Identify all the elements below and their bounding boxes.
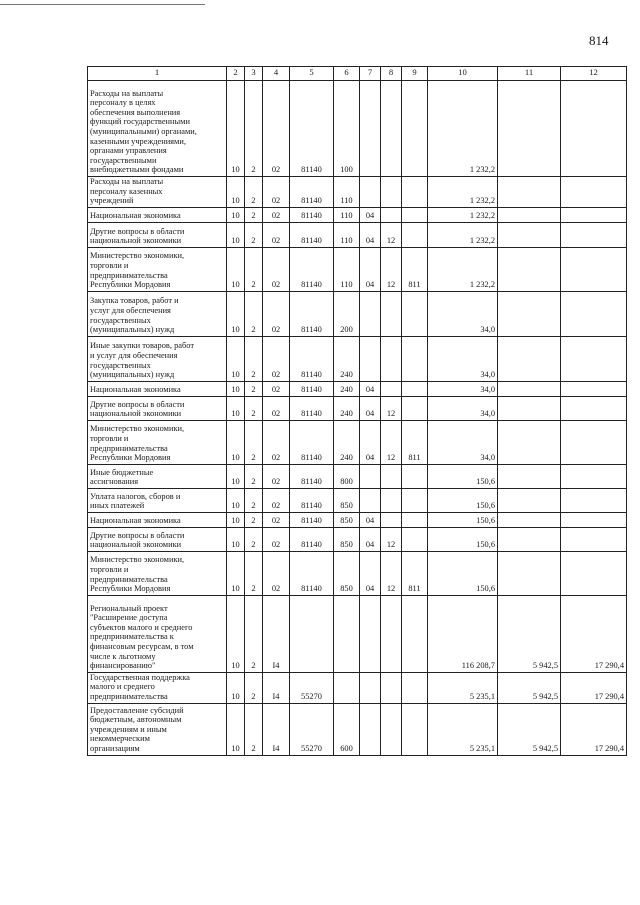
table-row <box>88 291 627 336</box>
value-cell: 10 <box>227 81 245 177</box>
row-name-cell: Государственная поддержка малого и среднего предпринимательства <box>88 672 227 703</box>
value-cell: 2 <box>245 488 263 512</box>
column-header: 3 <box>245 67 263 81</box>
value-cell: 800 <box>334 464 360 488</box>
value-cell <box>360 464 381 488</box>
value-cell <box>402 396 428 420</box>
value-cell: 04 <box>360 222 381 247</box>
value-cell <box>334 595 360 672</box>
value-cell <box>561 177 627 208</box>
value-cell: 2 <box>245 703 263 755</box>
value-cell: 12 <box>381 420 402 464</box>
value-cell <box>561 488 627 512</box>
value-cell: 10 <box>227 672 245 703</box>
value-cell <box>402 336 428 381</box>
value-cell: 240 <box>334 420 360 464</box>
value-cell: 04 <box>360 247 381 291</box>
value-cell: 2 <box>245 512 263 527</box>
row-name-cell: Иные бюджетные ассигнования <box>88 464 227 488</box>
value-cell <box>561 291 627 336</box>
value-cell: 81140 <box>290 291 334 336</box>
value-cell: 5 942,5 <box>498 595 561 672</box>
value-cell: 02 <box>263 381 290 396</box>
table-body <box>88 81 627 756</box>
value-cell <box>402 177 428 208</box>
table-row <box>88 464 627 488</box>
value-cell: 81140 <box>290 381 334 396</box>
value-cell: 850 <box>334 527 360 551</box>
value-cell: 04 <box>360 396 381 420</box>
value-cell <box>498 81 561 177</box>
value-cell: 81140 <box>290 527 334 551</box>
value-cell: 81140 <box>290 336 334 381</box>
value-cell: 2 <box>245 177 263 208</box>
value-cell: 55270 <box>290 703 334 755</box>
value-cell <box>381 336 402 381</box>
value-cell: 34,0 <box>428 291 498 336</box>
header-row <box>88 67 627 81</box>
table-row <box>88 595 627 672</box>
value-cell: 10 <box>227 488 245 512</box>
value-cell: 02 <box>263 464 290 488</box>
value-cell <box>498 396 561 420</box>
value-cell: 04 <box>360 420 381 464</box>
value-cell <box>381 595 402 672</box>
value-cell: 02 <box>263 512 290 527</box>
value-cell <box>381 703 402 755</box>
value-cell: 02 <box>263 336 290 381</box>
value-cell: 81140 <box>290 81 334 177</box>
row-name-cell: Уплата налогов, сборов и иных платежей <box>88 488 227 512</box>
value-cell: 17 290,4 <box>561 672 627 703</box>
value-cell <box>402 464 428 488</box>
value-cell <box>360 595 381 672</box>
table-row <box>88 488 627 512</box>
value-cell: 81140 <box>290 551 334 595</box>
column-header: 11 <box>498 67 561 81</box>
column-header: 7 <box>360 67 381 81</box>
table-row <box>88 527 627 551</box>
table-row <box>88 703 627 755</box>
value-cell: 5 942,5 <box>498 703 561 755</box>
value-cell: 10 <box>227 464 245 488</box>
value-cell <box>360 291 381 336</box>
value-cell <box>561 527 627 551</box>
value-cell: 34,0 <box>428 336 498 381</box>
value-cell: I4 <box>263 595 290 672</box>
value-cell <box>498 527 561 551</box>
row-name-cell: Предоставление субсидий бюджетным, автономным учреждениям и иным некоммерческим организациям <box>88 703 227 755</box>
value-cell: 150,6 <box>428 512 498 527</box>
value-cell: 02 <box>263 396 290 420</box>
value-cell: 110 <box>334 222 360 247</box>
value-cell: 811 <box>402 420 428 464</box>
value-cell <box>498 464 561 488</box>
value-cell <box>360 703 381 755</box>
value-cell: 2 <box>245 222 263 247</box>
value-cell: 811 <box>402 247 428 291</box>
value-cell <box>561 464 627 488</box>
table-row <box>88 207 627 222</box>
table-row <box>88 551 627 595</box>
value-cell: 12 <box>381 396 402 420</box>
value-cell <box>402 595 428 672</box>
value-cell: 2 <box>245 527 263 551</box>
value-cell: 5 235,1 <box>428 672 498 703</box>
value-cell: 1 232,2 <box>428 247 498 291</box>
value-cell: 81140 <box>290 488 334 512</box>
value-cell: 110 <box>334 207 360 222</box>
value-cell <box>290 595 334 672</box>
value-cell: 2 <box>245 291 263 336</box>
value-cell <box>402 207 428 222</box>
value-cell: 02 <box>263 488 290 512</box>
row-name-cell: Региональный проект "Расширение доступа субъектов малого и среднего предпринимательства к финансовым ресурсам, в том числе к льготному финансированию" <box>88 595 227 672</box>
row-name-cell: Национальная экономика <box>88 207 227 222</box>
value-cell <box>498 420 561 464</box>
budget-table <box>87 66 627 756</box>
value-cell <box>561 512 627 527</box>
value-cell: 10 <box>227 222 245 247</box>
row-name-cell: Другие вопросы в области национальной экономики <box>88 527 227 551</box>
value-cell <box>402 672 428 703</box>
value-cell: 150,6 <box>428 551 498 595</box>
value-cell: 240 <box>334 336 360 381</box>
value-cell <box>498 177 561 208</box>
table-row <box>88 247 627 291</box>
value-cell: 81140 <box>290 222 334 247</box>
value-cell: 10 <box>227 595 245 672</box>
value-cell <box>402 381 428 396</box>
value-cell: 02 <box>263 177 290 208</box>
row-name-cell: Другие вопросы в области национальной экономики <box>88 396 227 420</box>
value-cell: 81140 <box>290 247 334 291</box>
row-name-cell: Министерство экономики, торговли и предпринимательства Республики Мордовия <box>88 551 227 595</box>
top-rule <box>0 4 205 5</box>
value-cell <box>498 336 561 381</box>
value-cell: 5 942,5 <box>498 672 561 703</box>
value-cell: 2 <box>245 336 263 381</box>
value-cell: 110 <box>334 177 360 208</box>
value-cell <box>402 527 428 551</box>
value-cell: 02 <box>263 551 290 595</box>
value-cell <box>402 488 428 512</box>
value-cell: 2 <box>245 464 263 488</box>
value-cell: 81140 <box>290 396 334 420</box>
value-cell <box>381 512 402 527</box>
value-cell: 2 <box>245 247 263 291</box>
value-cell: 12 <box>381 527 402 551</box>
value-cell <box>561 420 627 464</box>
value-cell <box>381 672 402 703</box>
column-header: 2 <box>227 67 245 81</box>
value-cell: 02 <box>263 247 290 291</box>
value-cell: 04 <box>360 207 381 222</box>
value-cell: 2 <box>245 396 263 420</box>
value-cell: 116 208,7 <box>428 595 498 672</box>
value-cell <box>402 291 428 336</box>
row-name-cell: Другие вопросы в области национальной экономики <box>88 222 227 247</box>
value-cell: 81140 <box>290 177 334 208</box>
value-cell: 34,0 <box>428 381 498 396</box>
value-cell: 2 <box>245 551 263 595</box>
value-cell: 02 <box>263 222 290 247</box>
value-cell: 240 <box>334 381 360 396</box>
value-cell <box>381 81 402 177</box>
value-cell <box>561 551 627 595</box>
value-cell <box>381 177 402 208</box>
value-cell: 02 <box>263 207 290 222</box>
value-cell: 850 <box>334 512 360 527</box>
value-cell: 10 <box>227 396 245 420</box>
value-cell: 150,6 <box>428 464 498 488</box>
value-cell: 12 <box>381 222 402 247</box>
value-cell: 2 <box>245 207 263 222</box>
value-cell: 34,0 <box>428 420 498 464</box>
value-cell <box>381 488 402 512</box>
value-cell: 850 <box>334 551 360 595</box>
value-cell: 04 <box>360 527 381 551</box>
value-cell: 2 <box>245 595 263 672</box>
value-cell: I4 <box>263 672 290 703</box>
value-cell <box>498 381 561 396</box>
value-cell: 02 <box>263 527 290 551</box>
value-cell: 10 <box>227 177 245 208</box>
value-cell: 81140 <box>290 420 334 464</box>
row-name-cell: Расходы на выплаты персоналу казенных учреждений <box>88 177 227 208</box>
column-header: 10 <box>428 67 498 81</box>
value-cell: 04 <box>360 512 381 527</box>
table-row <box>88 222 627 247</box>
row-name-cell: Расходы на выплаты персоналу в целях обеспечения выполнения функций государственными (муниципальными) органами, казенными учреждениями, органами управления государственными внебюджетными фондами <box>88 81 227 177</box>
value-cell <box>360 336 381 381</box>
value-cell: 04 <box>360 381 381 396</box>
page-number: 814 <box>589 33 609 48</box>
value-cell: 1 232,2 <box>428 177 498 208</box>
column-header: 6 <box>334 67 360 81</box>
value-cell <box>561 396 627 420</box>
column-header: 4 <box>263 67 290 81</box>
row-name-cell: Закупка товаров, работ и услуг для обеспечения государственных (муниципальных) нужд <box>88 291 227 336</box>
column-header: 12 <box>561 67 627 81</box>
value-cell <box>498 551 561 595</box>
value-cell: 1 232,2 <box>428 222 498 247</box>
table-row <box>88 420 627 464</box>
table-row <box>88 81 627 177</box>
value-cell: 10 <box>227 703 245 755</box>
table-row <box>88 396 627 420</box>
value-cell: 17 290,4 <box>561 595 627 672</box>
value-cell: 10 <box>227 207 245 222</box>
value-cell: 811 <box>402 551 428 595</box>
value-cell: 5 235,1 <box>428 703 498 755</box>
value-cell <box>561 336 627 381</box>
column-header: 9 <box>402 67 428 81</box>
value-cell <box>498 207 561 222</box>
value-cell <box>498 512 561 527</box>
value-cell <box>402 703 428 755</box>
value-cell: 10 <box>227 512 245 527</box>
row-name-cell: Иные закупки товаров, работ и услуг для обеспечения государственных (муниципальных) нужд <box>88 336 227 381</box>
value-cell: 55270 <box>290 672 334 703</box>
value-cell: 17 290,4 <box>561 703 627 755</box>
column-header: 5 <box>290 67 334 81</box>
value-cell: 10 <box>227 420 245 464</box>
value-cell <box>561 222 627 247</box>
value-cell: 600 <box>334 703 360 755</box>
value-cell: I4 <box>263 703 290 755</box>
value-cell <box>498 291 561 336</box>
value-cell: 34,0 <box>428 396 498 420</box>
value-cell <box>381 464 402 488</box>
value-cell <box>381 291 402 336</box>
value-cell: 10 <box>227 551 245 595</box>
value-cell <box>498 488 561 512</box>
value-cell <box>381 207 402 222</box>
table-row <box>88 336 627 381</box>
value-cell <box>402 81 428 177</box>
value-cell: 12 <box>381 247 402 291</box>
table-row <box>88 381 627 396</box>
value-cell: 81140 <box>290 207 334 222</box>
value-cell <box>402 222 428 247</box>
value-cell: 10 <box>227 336 245 381</box>
value-cell: 850 <box>334 488 360 512</box>
value-cell: 02 <box>263 420 290 464</box>
value-cell: 81140 <box>290 512 334 527</box>
value-cell: 150,6 <box>428 488 498 512</box>
value-cell <box>561 247 627 291</box>
value-cell: 2 <box>245 420 263 464</box>
value-cell <box>561 81 627 177</box>
value-cell: 2 <box>245 381 263 396</box>
value-cell: 12 <box>381 551 402 595</box>
value-cell <box>360 488 381 512</box>
value-cell <box>498 222 561 247</box>
row-name-cell: Министерство экономики, торговли и предпринимательства Республики Мордовия <box>88 420 227 464</box>
row-name-cell: Национальная экономика <box>88 381 227 396</box>
value-cell <box>360 672 381 703</box>
row-name-cell: Министерство экономики, торговли и предпринимательства Республики Мордовия <box>88 247 227 291</box>
value-cell: 1 232,2 <box>428 207 498 222</box>
value-cell: 2 <box>245 672 263 703</box>
value-cell: 10 <box>227 247 245 291</box>
value-cell: 110 <box>334 247 360 291</box>
value-cell: 10 <box>227 381 245 396</box>
value-cell: 200 <box>334 291 360 336</box>
value-cell <box>360 177 381 208</box>
value-cell: 81140 <box>290 464 334 488</box>
value-cell: 1 232,2 <box>428 81 498 177</box>
table-row <box>88 672 627 703</box>
value-cell: 04 <box>360 551 381 595</box>
table-row <box>88 512 627 527</box>
value-cell: 2 <box>245 81 263 177</box>
column-header: 1 <box>88 67 227 81</box>
value-cell <box>360 81 381 177</box>
column-header: 8 <box>381 67 402 81</box>
value-cell <box>561 207 627 222</box>
value-cell: 02 <box>263 81 290 177</box>
value-cell <box>334 672 360 703</box>
value-cell: 100 <box>334 81 360 177</box>
value-cell <box>498 247 561 291</box>
value-cell <box>381 381 402 396</box>
value-cell <box>561 381 627 396</box>
value-cell <box>402 512 428 527</box>
value-cell: 150,6 <box>428 527 498 551</box>
table-row <box>88 177 627 208</box>
row-name-cell: Национальная экономика <box>88 512 227 527</box>
value-cell: 240 <box>334 396 360 420</box>
value-cell: 02 <box>263 291 290 336</box>
value-cell: 10 <box>227 527 245 551</box>
value-cell: 10 <box>227 291 245 336</box>
